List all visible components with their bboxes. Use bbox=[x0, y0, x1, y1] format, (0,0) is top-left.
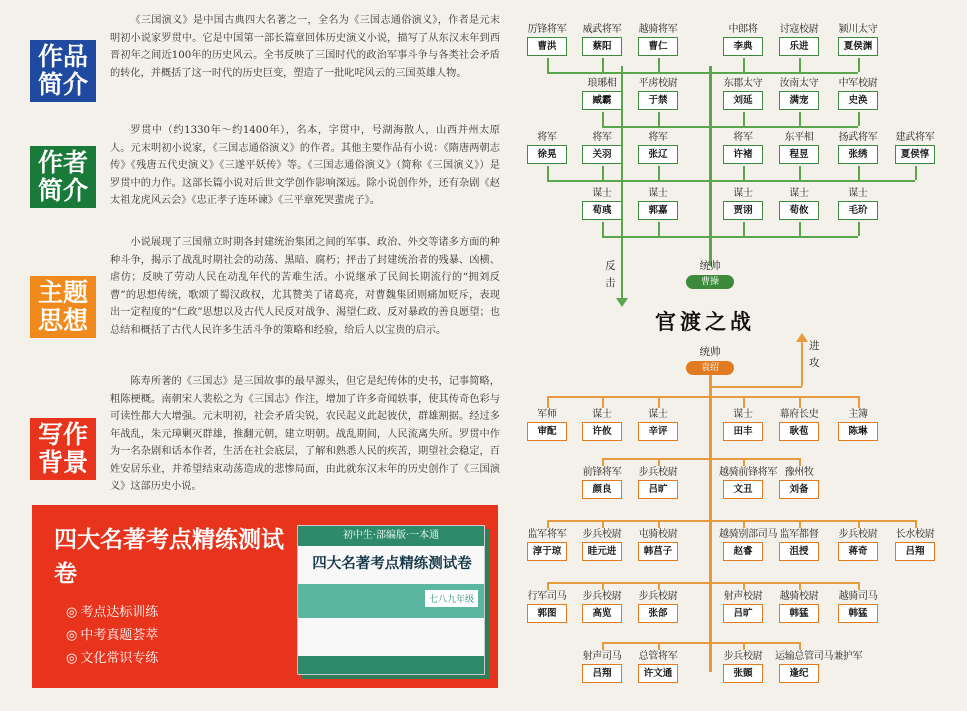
battle-tree bbox=[505, 0, 965, 711]
yuan-officer bbox=[634, 408, 682, 441]
officer-name: 关羽 bbox=[582, 145, 622, 164]
book-title: 四大名著考点精练测试卷 bbox=[312, 556, 472, 572]
officer-rank: 谋士 bbox=[592, 188, 612, 199]
connector-line bbox=[858, 520, 860, 528]
cao-officer bbox=[578, 131, 626, 164]
yuan-officer bbox=[634, 590, 682, 623]
officer-name: 乐进 bbox=[779, 37, 819, 56]
connector-line bbox=[858, 396, 860, 408]
yuan-officer bbox=[523, 590, 571, 623]
officer-rank: 射声校尉 bbox=[723, 591, 763, 602]
section-badge bbox=[30, 146, 96, 208]
officer-name: 臧霸 bbox=[582, 91, 622, 110]
officer-rank: 谋士 bbox=[592, 409, 612, 420]
connector-line bbox=[602, 458, 799, 460]
counterattack-arrow-icon bbox=[616, 298, 628, 307]
cao-officer bbox=[834, 131, 882, 164]
officer-rank: 讨寇校尉 bbox=[779, 24, 819, 35]
attack-label: 进攻 bbox=[809, 340, 820, 369]
officer-name: 蒋奇 bbox=[838, 542, 878, 561]
yuan-officer bbox=[578, 528, 626, 561]
yuan-officer bbox=[523, 408, 571, 441]
officer-name: 毛玠 bbox=[838, 201, 878, 220]
counterattack-label: 反击 bbox=[605, 260, 616, 289]
officer-name: 吕旷 bbox=[638, 480, 678, 499]
connector-line bbox=[602, 642, 799, 644]
section-paragraph: 《三国演义》是中国古典四大名著之一，全名为《三国志通俗演义》，作者是元末明初小说家罗贯中。它是中国第一部长篇章回体历史演义小说，描写了从东汉末年到西晋初年之间近100年的历史风云。全书反映了三国时代的政治军事斗争与各类社会矛盾的转化，并概括了这一时代的历史巨变，塑造了一批叱咤风云的三国英雄人物。 bbox=[110, 15, 500, 79]
officer-rank: 颍川太守 bbox=[838, 24, 878, 35]
officer-rank: 东郡太守 bbox=[723, 78, 763, 89]
yuan-officer bbox=[634, 650, 682, 683]
connector-line bbox=[858, 222, 860, 236]
officer-name: 韩猛 bbox=[779, 604, 819, 623]
cao-officer bbox=[719, 23, 767, 56]
officer-rank: 谋士 bbox=[733, 409, 753, 420]
officer-rank: 厉锋将军 bbox=[527, 24, 567, 35]
section-badge bbox=[30, 276, 96, 338]
connector-line bbox=[799, 58, 801, 72]
officer-name: 曹仁 bbox=[638, 37, 678, 56]
promo-item: ◎ 中考真题荟萃 bbox=[66, 624, 158, 647]
officer-rank: 将军 bbox=[648, 132, 668, 143]
officer-rank: 将军 bbox=[537, 132, 557, 143]
officer-rank: 步兵校尉 bbox=[582, 591, 622, 602]
connector-line bbox=[602, 396, 604, 408]
connector-line bbox=[547, 582, 549, 590]
officer-rank: 步兵校尉 bbox=[638, 591, 678, 602]
yuan-officer bbox=[834, 408, 882, 441]
officer-name: 韩猛 bbox=[838, 604, 878, 623]
cao-officer bbox=[634, 23, 682, 56]
officer-name: 贾诩 bbox=[723, 201, 763, 220]
yuan-officer bbox=[891, 528, 939, 561]
cao-officer bbox=[634, 187, 682, 220]
connector-line bbox=[547, 58, 549, 72]
officer-rank: 威武将军 bbox=[582, 24, 622, 35]
cao-officer bbox=[523, 131, 571, 164]
officer-rank: 谋士 bbox=[789, 188, 809, 199]
yuan-officer bbox=[775, 528, 823, 561]
officer-name: 郭图 bbox=[527, 604, 567, 623]
yuan-officer bbox=[634, 528, 682, 561]
connector-line bbox=[602, 166, 604, 180]
connector-line bbox=[743, 582, 745, 590]
officer-name: 曹洪 bbox=[527, 37, 567, 56]
officer-name: 荀攸 bbox=[779, 201, 819, 220]
promo-list bbox=[66, 601, 158, 670]
promo-item: ◎ 文化常识专练 bbox=[66, 647, 158, 670]
officer-name: 许褚 bbox=[723, 145, 763, 164]
officer-name: 张顗 bbox=[723, 664, 763, 683]
officer-rank: 建武将军 bbox=[895, 132, 935, 143]
officer-rank: 越骑司马 bbox=[838, 591, 878, 602]
connector-line bbox=[858, 112, 860, 126]
yuan-officer bbox=[719, 466, 778, 499]
officer-name: 张绣 bbox=[838, 145, 878, 164]
officer-rank: 越骑将军 bbox=[638, 24, 678, 35]
connector-line bbox=[710, 386, 802, 388]
connector-line bbox=[602, 126, 858, 128]
officer-name: 田丰 bbox=[723, 422, 763, 441]
yuan-officer bbox=[578, 466, 626, 499]
book-foot bbox=[298, 656, 484, 674]
badge-text: 简介 bbox=[37, 70, 88, 99]
yuan-officer bbox=[775, 650, 863, 683]
book-top: 初中生·部编版·一本通 bbox=[298, 526, 484, 546]
yuan-officer bbox=[834, 590, 882, 623]
badge-text: 作者 bbox=[37, 148, 88, 177]
officer-name: 于禁 bbox=[638, 91, 678, 110]
officer-rank: 前锋将军 bbox=[582, 467, 622, 478]
officer-name: 夏侯渊 bbox=[838, 37, 878, 56]
connector-line bbox=[799, 112, 801, 126]
yuan-officer bbox=[834, 528, 882, 561]
officer-name: 文丑 bbox=[723, 480, 763, 499]
promo-title: 四大名著考点精练测试卷 bbox=[54, 527, 284, 587]
connector-line bbox=[799, 520, 801, 528]
officer-rank: 琅琊相 bbox=[587, 78, 617, 89]
officer-name: 辛评 bbox=[638, 422, 678, 441]
officer-name: 张郃 bbox=[638, 604, 678, 623]
badge-text: 背景 bbox=[37, 448, 88, 477]
connector-line bbox=[743, 112, 745, 126]
yuan-officer bbox=[523, 528, 571, 561]
officer-name: 赵睿 bbox=[723, 542, 763, 561]
officer-name: 李典 bbox=[723, 37, 763, 56]
section-badge bbox=[30, 40, 96, 102]
officer-name: 陈琳 bbox=[838, 422, 878, 441]
officer-name: 郭嘉 bbox=[638, 201, 678, 220]
connector-line bbox=[709, 372, 712, 672]
promo-item: ◎ 考点达标训练 bbox=[66, 601, 158, 624]
promo-banner[interactable] bbox=[32, 505, 498, 688]
connector-line bbox=[858, 58, 860, 72]
officer-name: 审配 bbox=[527, 422, 567, 441]
cao-officer bbox=[775, 23, 823, 56]
officer-rank: 谋士 bbox=[648, 188, 668, 199]
yuan-officer bbox=[578, 650, 626, 683]
officer-rank: 谋士 bbox=[733, 188, 753, 199]
connector-line bbox=[743, 520, 745, 528]
yuan-officer bbox=[719, 528, 778, 561]
cao-officer bbox=[775, 77, 823, 110]
yuan-leader bbox=[675, 344, 745, 375]
connector-line bbox=[658, 458, 660, 466]
connector-line bbox=[547, 166, 549, 180]
cao-officer bbox=[719, 187, 767, 220]
officer-rank: 中军校尉 bbox=[838, 78, 878, 89]
connector-line bbox=[799, 166, 801, 180]
officer-rank: 步兵校尉 bbox=[582, 529, 622, 540]
officer-name: 张辽 bbox=[638, 145, 678, 164]
officer-rank: 谋士 bbox=[648, 409, 668, 420]
officer-name: 满宠 bbox=[779, 91, 819, 110]
connector-line bbox=[799, 458, 801, 466]
connector-line bbox=[658, 520, 660, 528]
badge-text: 主题 bbox=[37, 278, 88, 307]
officer-rank: 越骑前锋将军 bbox=[719, 467, 778, 478]
section-paragraph: 小说展现了三国鼎立时期各封建统治集团之间的军事、政治、外交等诸多方面的种种斗争，揭示了战乱时期社会的动荡、黑暗、腐朽；抨击了封建统治者的残暴、凶横、虐仿；反映了劳动人民在动乱年代的苦难生活。小说继承了民间长期流行的“拥刘反曹”的思想传统，歌颂了蜀汉政权，尤其赞美了诸葛亮，对曹魏集团则痛加贬斥，表现出一定程度的“仁政”思想以及古代人民反对战争、渴望仁政、反对暴政的善良愿望；也总结和概括了古代人民许多生活斗争的策略和经验，给后人以宝贵的启示。 bbox=[110, 237, 500, 336]
officer-rank: 步兵校尉 bbox=[638, 467, 678, 478]
officer-rank: 越骑校尉 bbox=[779, 591, 819, 602]
connector-line bbox=[602, 112, 604, 126]
yuan-officer bbox=[719, 590, 767, 623]
officer-rank: 射声司马 bbox=[582, 651, 622, 662]
connector-line bbox=[743, 396, 745, 408]
officer-name: 许攸 bbox=[582, 422, 622, 441]
officer-name: 程昱 bbox=[779, 145, 819, 164]
yuan-officer bbox=[719, 408, 767, 441]
cao-officer bbox=[578, 77, 626, 110]
cao-officer bbox=[634, 77, 682, 110]
officer-rank: 幕府长史 bbox=[779, 409, 819, 420]
cao-leader bbox=[675, 258, 745, 289]
officer-rank: 屯骑校尉 bbox=[638, 529, 678, 540]
officer-rank: 步兵校尉 bbox=[723, 651, 763, 662]
connector-line bbox=[799, 222, 801, 236]
connector-line bbox=[602, 582, 604, 590]
connector-line bbox=[658, 166, 660, 180]
connector-line bbox=[658, 58, 660, 72]
officer-rank: 东平相 bbox=[784, 132, 814, 143]
connector-line bbox=[602, 520, 604, 528]
connector-line bbox=[915, 520, 917, 528]
officer-rank: 将军 bbox=[733, 132, 753, 143]
officer-name: 逢纪 bbox=[779, 664, 819, 683]
leader-name: 袁绍 bbox=[686, 361, 734, 375]
officer-name: 吕旷 bbox=[723, 604, 763, 623]
yuan-officer bbox=[634, 466, 682, 499]
connector-line bbox=[547, 396, 549, 408]
connector-line bbox=[658, 396, 660, 408]
cao-officer bbox=[834, 187, 882, 220]
yuan-officer bbox=[775, 466, 823, 499]
officer-name: 吕翔 bbox=[582, 664, 622, 683]
cao-officer bbox=[834, 77, 882, 110]
officer-name: 颜良 bbox=[582, 480, 622, 499]
book-cover bbox=[297, 525, 485, 675]
connector-line bbox=[658, 582, 660, 590]
officer-rank: 豫州牧 bbox=[784, 467, 814, 478]
cao-officer bbox=[634, 131, 682, 164]
badge-text: 思想 bbox=[37, 306, 88, 335]
officer-rank: 军师 bbox=[537, 409, 557, 420]
connector-line bbox=[602, 642, 604, 650]
connector-line bbox=[858, 582, 860, 590]
officer-rank: 中郎将 bbox=[728, 24, 758, 35]
officer-name: 荀彧 bbox=[582, 201, 622, 220]
yuan-officer bbox=[775, 408, 823, 441]
officer-name: 许文通 bbox=[638, 664, 678, 683]
officer-name: 刘备 bbox=[779, 480, 819, 499]
connector-line bbox=[621, 66, 623, 302]
connector-line bbox=[743, 222, 745, 236]
attack-arrow-icon bbox=[796, 333, 808, 342]
officer-rank: 汝南太守 bbox=[779, 78, 819, 89]
officer-name: 韩莒子 bbox=[638, 542, 678, 561]
connector-line bbox=[799, 642, 801, 650]
cao-officer bbox=[719, 131, 767, 164]
officer-rank: 将军 bbox=[592, 132, 612, 143]
section-paragraph: 罗贯中（约1330年～约1400年），名本，字贯中，号湖海散人，山西并州太原人。元末明初小说家，《三国志通俗演义》的作者。其他主要作品有小说：《隋唐两朝志传》《残唐五代史演义》《三遂平妖传》等。《三国志通俗演义》（简称《三国演义》）是罗贯中的力作。这部长篇小说对后世文学创作影响深远。除小说创作外，还有杂剧《赵太祖龙虎风云会》《忠正孝子连环谏》《三平章死哭蜚虎子》。 bbox=[110, 125, 500, 206]
connector-line bbox=[547, 180, 915, 182]
connector-line bbox=[743, 642, 745, 650]
battle-title: 官渡之战 bbox=[655, 309, 755, 334]
connector-line bbox=[547, 520, 549, 528]
badge-text: 作品 bbox=[37, 42, 88, 71]
leader-name: 曹操 bbox=[686, 275, 734, 289]
officer-name: 吕翔 bbox=[895, 542, 935, 561]
officer-rank: 总管将军 bbox=[638, 651, 678, 662]
section-badge bbox=[30, 418, 96, 480]
cao-officer bbox=[719, 77, 767, 110]
officer-rank: 越骑别部司马 bbox=[719, 529, 778, 540]
connector-line bbox=[801, 340, 803, 386]
connector-line bbox=[658, 112, 660, 126]
connector-line bbox=[547, 396, 858, 398]
connector-line bbox=[799, 582, 801, 590]
badge-text: 简介 bbox=[37, 176, 88, 205]
connector-line bbox=[743, 166, 745, 180]
cao-officer bbox=[775, 131, 823, 164]
cao-officer bbox=[834, 23, 882, 56]
cao-officer bbox=[578, 23, 626, 56]
connector-line bbox=[547, 72, 858, 74]
connector-line bbox=[915, 166, 917, 180]
officer-name: 耿苞 bbox=[779, 422, 819, 441]
officer-rank: 谋士 bbox=[848, 188, 868, 199]
connector-line bbox=[799, 396, 801, 408]
officer-name: 徐晃 bbox=[527, 145, 567, 164]
officer-rank: 监军将军 bbox=[527, 529, 567, 540]
connector-line bbox=[658, 222, 660, 236]
officer-rank: 长水校尉 bbox=[895, 529, 935, 540]
badge-text: 写作 bbox=[37, 420, 88, 449]
yuan-officer bbox=[719, 650, 767, 683]
officer-name: 夏侯惇 bbox=[895, 145, 935, 164]
connector-line bbox=[547, 582, 858, 584]
officer-name: 史涣 bbox=[838, 91, 878, 110]
officer-name: 高览 bbox=[582, 604, 622, 623]
officer-name: 沮授 bbox=[779, 542, 819, 561]
officer-rank: 步兵校尉 bbox=[838, 529, 878, 540]
connector-line bbox=[602, 236, 858, 238]
connector-line bbox=[743, 58, 745, 72]
connector-line bbox=[743, 458, 745, 466]
officer-name: 淳于琼 bbox=[527, 542, 567, 561]
officer-rank: 运输总管司马兼护军 bbox=[775, 651, 863, 662]
officer-rank: 平虏校尉 bbox=[638, 78, 678, 89]
leader-rank: 统帅 bbox=[699, 260, 721, 272]
connector-line bbox=[602, 458, 604, 466]
leader-rank: 统帅 bbox=[699, 346, 721, 358]
officer-rank: 行军司马 bbox=[527, 591, 567, 602]
cao-officer bbox=[891, 131, 939, 164]
yuan-officer bbox=[775, 590, 823, 623]
officer-rank: 扬武将军 bbox=[838, 132, 878, 143]
officer-name: 眭元进 bbox=[582, 542, 622, 561]
officer-name: 蔡阳 bbox=[582, 37, 622, 56]
connector-line bbox=[602, 58, 604, 72]
connector-line bbox=[658, 642, 660, 650]
yuan-officer bbox=[578, 590, 626, 623]
connector-line bbox=[602, 222, 604, 236]
officer-rank: 主簿 bbox=[848, 409, 868, 420]
officer-rank: 监军都督 bbox=[779, 529, 819, 540]
officer-name: 刘延 bbox=[723, 91, 763, 110]
connector-line bbox=[858, 166, 860, 180]
cao-officer bbox=[523, 23, 571, 56]
cao-officer bbox=[578, 187, 626, 220]
yuan-officer bbox=[578, 408, 626, 441]
book-grade: 七八九年级 bbox=[425, 590, 478, 607]
cao-officer bbox=[775, 187, 823, 220]
section-paragraph: 陈寿所著的《三国志》是三国故事的最早源头，但它是纪传体的史书，记事简略，粗陈梗概。南朝宋人裴松之为《三国志》作注，增加了许多奇闻轶事，使其传奇色彩与可读性都大大增强。元末明初，社会矛盾尖锐，农民起义此起彼伏，群雄割据。经过多年战乱，朱元璋剿灭群雄，推翻元朝，建立明朝。战乱期间，人民流离失所。罗贯中作为一名杂剧和话本作者，生活在社会底层，了解和熟悉人民的疾苦，期望社会稳定，百姓安居乐业，并希望结束动荡造成的悲惨局面，由此就东汉末年的历史创作了《三国演义》这部历史小说。 bbox=[110, 376, 500, 492]
